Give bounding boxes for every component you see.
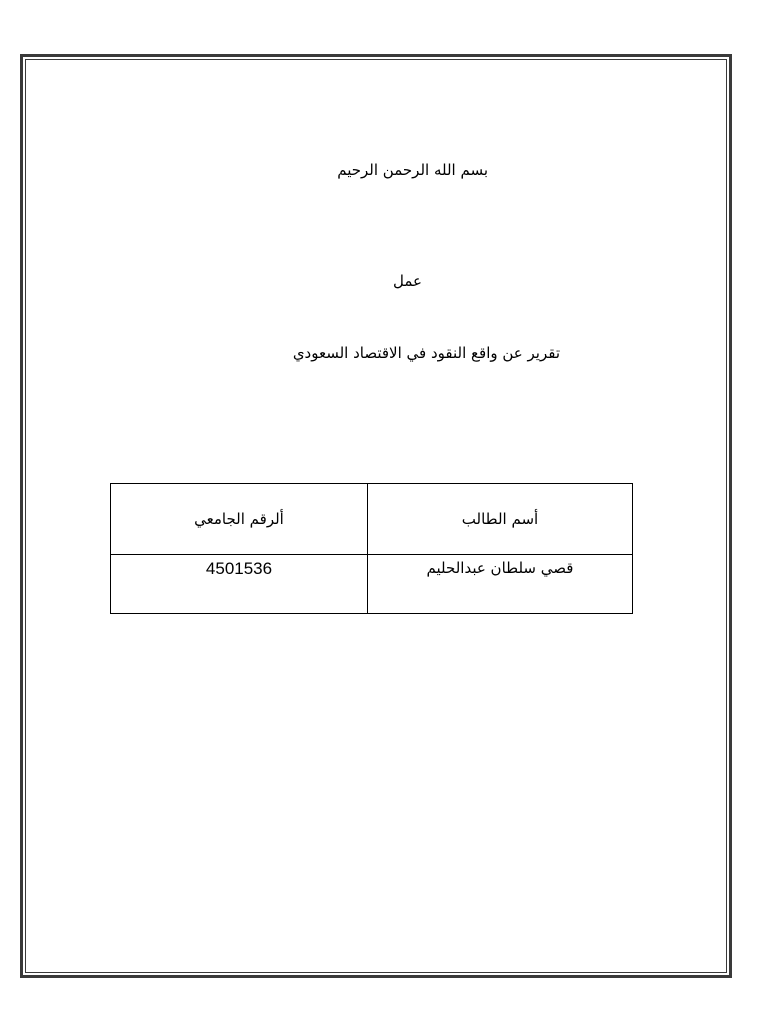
student-name-header: أسم الطالب [368,484,633,555]
student-info-table [110,483,633,614]
report-title: تقرير عن واقع النقود في الاقتصاد السعودي [292,344,560,362]
table-row [111,555,633,614]
student-name-cell: قصي سلطان عبدالحليم [368,555,633,614]
table-header-row [111,484,633,555]
work-label: عمل [393,272,422,290]
university-id-header: ألرقم الجامعي [111,484,368,555]
basmala-line: بسم الله الرحمن الرحيم [337,161,488,179]
university-id-value: 4501536 [205,559,273,578]
university-id-cell [111,555,368,614]
